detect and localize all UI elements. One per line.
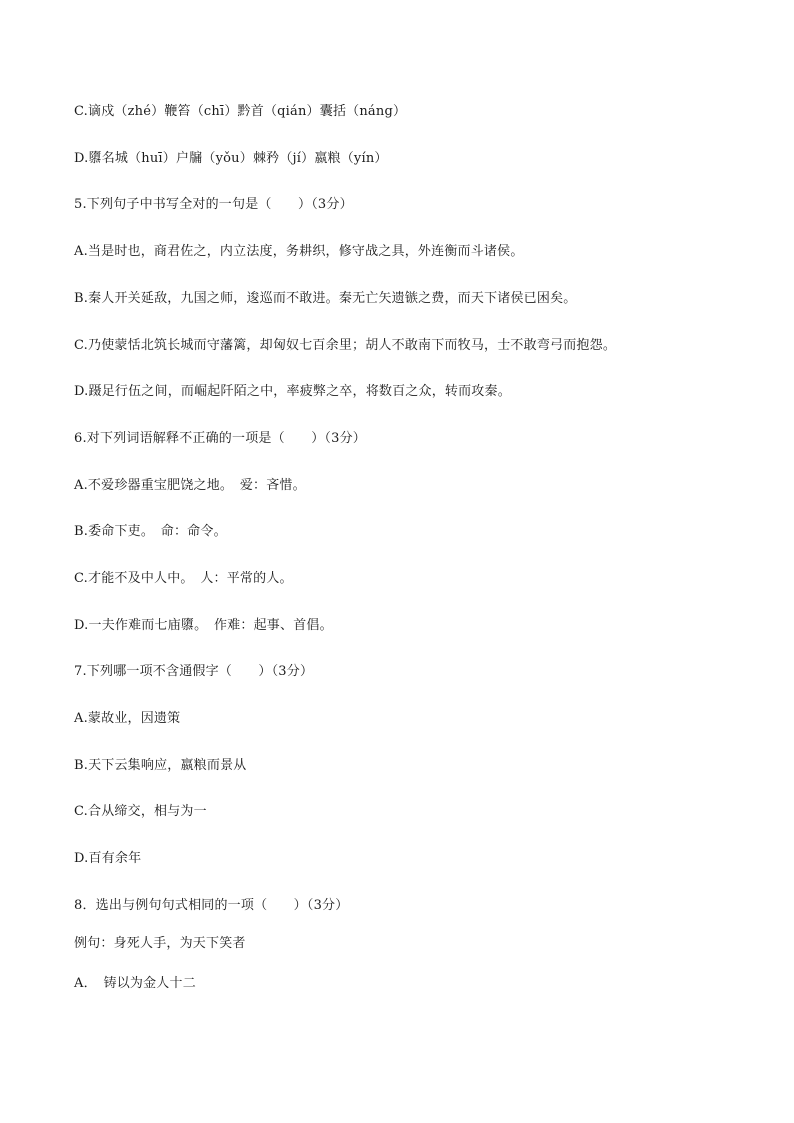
question-6: 6.对下列词语解释不正确的一项是（ ）（3分） xyxy=(74,431,366,446)
q8-option-a: A． 铸以为金人十二 xyxy=(74,976,196,991)
question-8: 8．选出与例句句式相同的一项（ ）（3分） xyxy=(74,898,349,913)
q7-option-b: B.天下云集响应，嬴粮而景从 xyxy=(74,758,247,773)
q6-option-b: B.委命下吏。 命：命令。 xyxy=(74,524,227,539)
q7-option-c: C.合从缔交，相与为一 xyxy=(74,804,207,819)
q8-example: 例句：身死人手，为天下笑者 xyxy=(74,936,246,951)
q5-option-c: C.乃使蒙恬北筑长城而守藩篱，却匈奴七百余里；胡人不敢南下而牧马，士不敢弯弓而抱怨。 xyxy=(74,338,617,353)
q5-option-a: A.当是时也，商君佐之，内立法度，务耕织，修守战之具，外连衡而斗诸侯。 xyxy=(74,244,524,259)
question-7: 7.下列哪一项不含通假字（ ）（3分） xyxy=(74,664,314,679)
question-5: 5.下列句子中书写全对的一句是（ ）（3分） xyxy=(74,197,353,212)
q7-option-d: D.百有余年 xyxy=(74,851,142,866)
q7-option-a: A.蒙故业，因遗策 xyxy=(74,711,181,726)
q6-option-d: D.一夫作难而七庙隳。 作难：起事、首倡。 xyxy=(74,618,333,633)
q5-option-d: D.蹑足行伍之间，而崛起阡陌之中，率疲弊之卒，将数百之众，转而攻秦。 xyxy=(74,384,511,399)
q6-option-a: A.不爱珍器重宝肥饶之地。 爱：吝惜。 xyxy=(74,478,306,493)
q4-option-d: D.隳名城（huī）户牖（yǒu）棘矜（jí）嬴粮（yín） xyxy=(74,151,388,166)
q5-option-b: B.秦人开关延敌，九国之师，逡巡而不敢进。秦无亡矢遗镞之费，而天下诸侯已困矣。 xyxy=(74,291,577,306)
q4-option-c: C.谪戍（zhé）鞭笞（chī）黔首（qián）囊括（náng） xyxy=(74,104,407,119)
q6-option-c: C.才能不及中人中。 人：平常的人。 xyxy=(74,571,293,586)
